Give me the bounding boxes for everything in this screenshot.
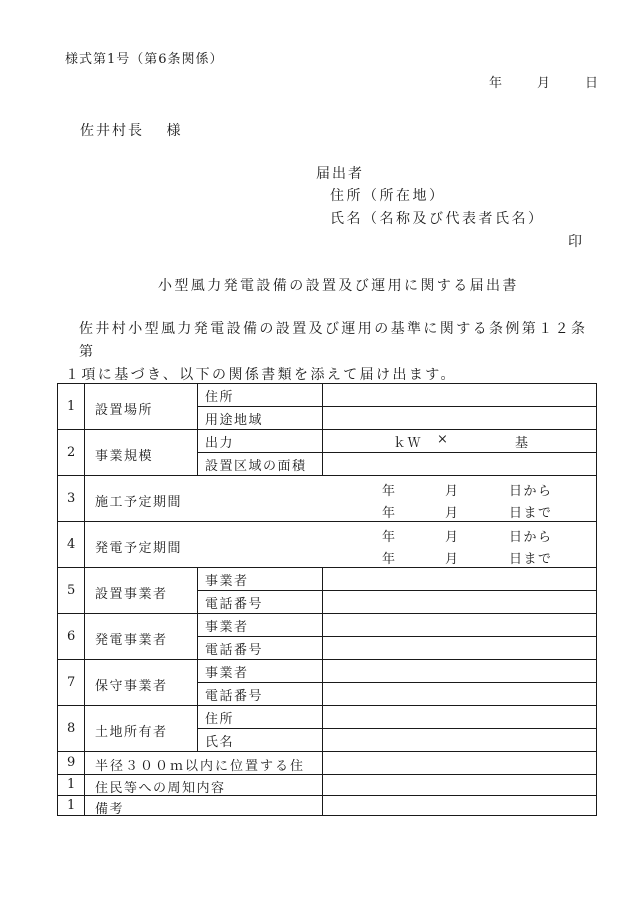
row5-item: 設置事業者: [95, 587, 168, 602]
row7-sub-company: 事業者: [205, 666, 249, 681]
row4-start-day: 日から: [509, 530, 553, 545]
row1-sub-address: 住所: [205, 390, 235, 405]
row3-start-year: 年: [382, 484, 397, 499]
row5-number: 5: [67, 583, 77, 598]
row2-kw-unit: ｋＷ: [393, 436, 423, 451]
date-day-label: 日: [585, 76, 600, 91]
row4-item: 発電予定期間: [95, 541, 183, 556]
row1-sub-zoning: 用途地域: [205, 413, 264, 428]
row11-number: 1: [67, 798, 77, 813]
row8-sub-address: 住所: [205, 712, 235, 727]
row11-item: 備考: [95, 802, 125, 817]
row4-end-year: 年: [382, 552, 397, 567]
row4-end-day: 日まで: [509, 552, 553, 567]
row10-number: 1: [67, 777, 77, 792]
row6-sub-company: 事業者: [205, 620, 249, 635]
row2-number: 2: [67, 445, 77, 460]
body-line-2: １項に基づき、以下の関係書類を添えて届け出ます。: [65, 367, 457, 383]
row6-item: 発電事業者: [95, 633, 168, 648]
row3-start-day: 日から: [509, 484, 553, 499]
applicant-address-label: 住所（所在地）: [330, 188, 446, 204]
row3-item: 施工予定期間: [95, 495, 183, 510]
row3-end-day: 日まで: [509, 506, 553, 521]
row4-end-month: 月: [445, 552, 460, 567]
row2-item: 事業規模: [95, 449, 154, 464]
row4-start-year: 年: [382, 530, 397, 545]
row5-sub-phone: 電話番号: [205, 597, 264, 612]
row7-item: 保守事業者: [95, 679, 168, 694]
row2-times: ×: [437, 432, 450, 447]
addressee: 佐井村長 様: [80, 123, 183, 139]
row3-number: 3: [67, 491, 77, 506]
applicant-label: 届出者: [316, 166, 364, 182]
row4-number: 4: [67, 537, 77, 552]
row3-end-month: 月: [445, 506, 460, 521]
date-year-label: 年: [489, 76, 504, 91]
seal-mark: 印: [568, 234, 584, 250]
row8-sub-name: 氏名: [205, 735, 235, 750]
row8-item: 土地所有者: [95, 725, 168, 740]
row1-item: 設置場所: [95, 403, 154, 418]
row4-start-month: 月: [445, 530, 460, 545]
row3-end-year: 年: [382, 506, 397, 521]
date-month-label: 月: [537, 76, 552, 91]
row9-number: 9: [67, 755, 77, 770]
row6-number: 6: [67, 629, 77, 644]
form-number: 様式第1号（第6条関係）: [65, 52, 224, 67]
row10-item: 住民等への周知内容: [95, 781, 226, 796]
body-paragraph: [65, 318, 595, 387]
body-line-1: 佐井村小型風力発電設備の設置及び運用の基準に関する条例第１２条第: [79, 321, 588, 360]
row2-sub-area: 設置区域の面積: [205, 459, 307, 474]
row2-count-unit: 基: [515, 436, 530, 451]
info-table: [57, 383, 597, 816]
row9-item: 半径３００ｍ以内に位置する住: [95, 759, 306, 774]
row7-sub-phone: 電話番号: [205, 689, 264, 704]
row5-sub-company: 事業者: [205, 574, 249, 589]
row3-start-month: 月: [445, 484, 460, 499]
row6-sub-phone: 電話番号: [205, 643, 264, 658]
applicant-name-label: 氏名（名称及び代表者氏名）: [330, 211, 545, 227]
document-title: 小型風力発電設備の設置及び運用に関する届出書: [158, 278, 519, 294]
row8-number: 8: [67, 721, 77, 736]
row2-sub-output: 出力: [205, 436, 235, 451]
row1-number: 1: [67, 399, 77, 414]
row7-number: 7: [67, 675, 77, 690]
